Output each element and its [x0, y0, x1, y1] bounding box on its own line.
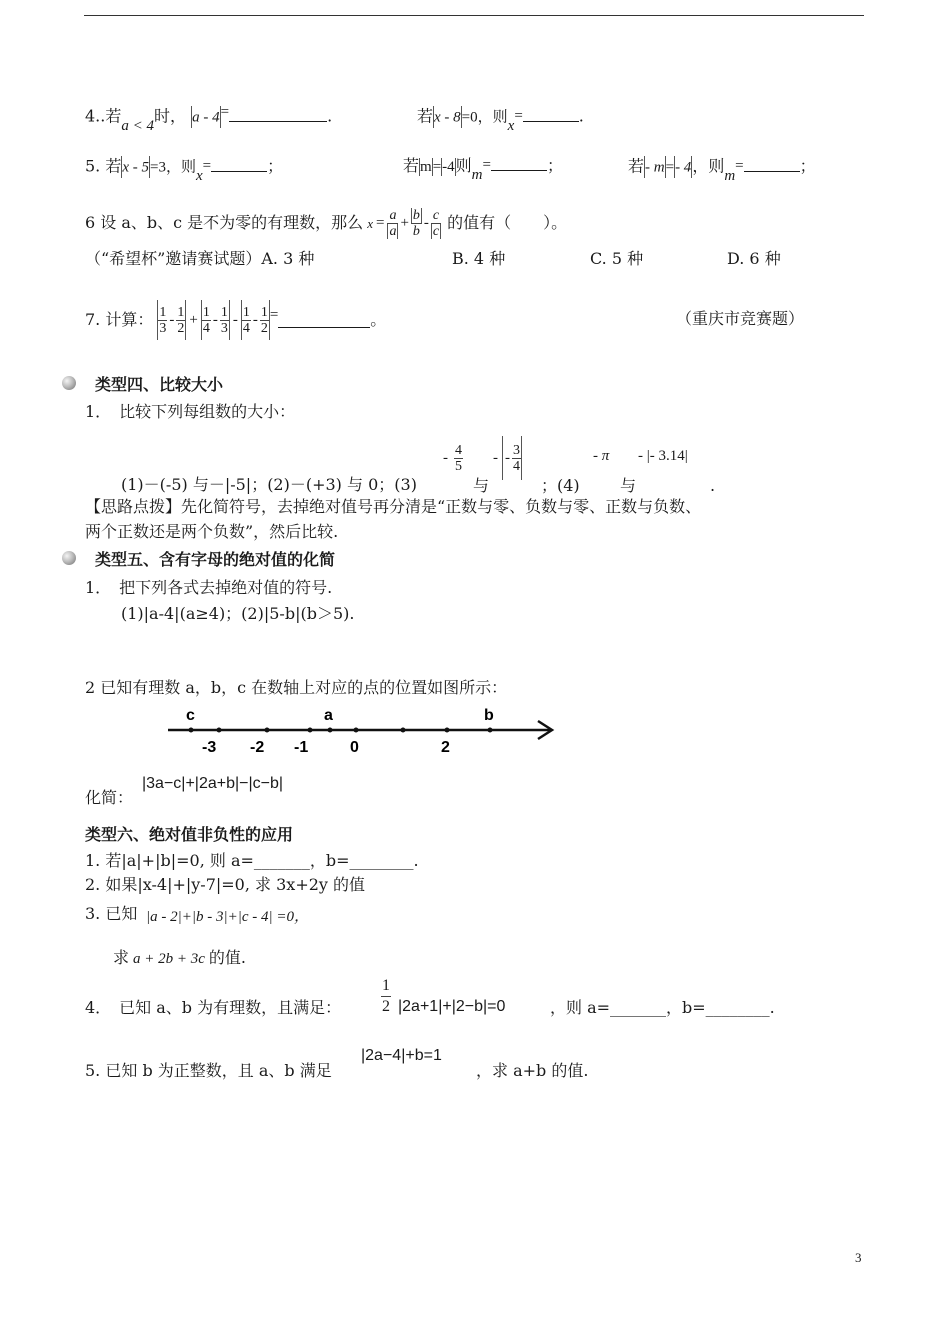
tick-label-2: 2	[441, 739, 450, 756]
q5-eq-m: =	[432, 159, 442, 175]
sec4-frac-group-3	[443, 436, 522, 480]
q5-eq3: =3，则	[150, 159, 196, 176]
section6-q3-ask	[113, 950, 246, 967]
section6-title: 类型六、绝对值非负性的应用	[85, 825, 294, 844]
q4-eq0: =0，则	[461, 109, 508, 126]
tick-label-neg1: -1	[294, 739, 309, 756]
q6-option-d: D. 6 种	[727, 249, 781, 268]
q5-ruo3: 若	[628, 156, 645, 176]
section6-q4-label: 4． 已知 a、b 为有理数，且满足：	[85, 998, 342, 1017]
header-rule	[84, 15, 864, 16]
q6-option-c: C. 5 种	[590, 249, 644, 268]
q7-eq: =	[269, 306, 279, 323]
q5-ze3: ，则	[692, 156, 725, 176]
q4-abs-expr: a - 4	[192, 109, 220, 126]
q5-eq3c: =	[735, 157, 744, 174]
sec4-yu-1: 与	[473, 476, 490, 495]
simplify-expression: |3a−c|+|2a+b|−|c−b|	[142, 775, 284, 792]
sec4-yu-2: 与	[620, 476, 637, 495]
q7-blank[interactable]	[278, 313, 370, 328]
q4-end2: .	[578, 106, 584, 126]
q3-tail: 的值.	[208, 948, 247, 967]
section4-q1: 1． 比较下列每组数的大小：	[85, 402, 296, 421]
q5-var-x: x	[195, 167, 203, 184]
q4-var-x: x	[507, 117, 515, 134]
point-label-a: a	[324, 707, 333, 724]
sec4-hint-line1: 【思路点拨】先化简符号，去掉绝对值号再分清是“正数与零、负数与零、正数与负数、	[85, 497, 702, 516]
q7-op-5: -	[252, 311, 258, 328]
q7-op-3: -	[212, 311, 218, 328]
q7-frac-1-2: $\frac{1}{2}$	[177, 304, 185, 336]
q4-condition: a < 4	[121, 117, 154, 134]
section6-q4-answer: ，则 a=_______，b=________.	[550, 998, 775, 1017]
q5-blank-3[interactable]	[744, 157, 800, 172]
q5-semi1: ；	[267, 156, 284, 176]
tick-label-neg3: -3	[202, 739, 217, 756]
q5-semi2: ；	[546, 156, 563, 175]
q4-second	[417, 106, 584, 134]
q7-op-4: -	[232, 311, 238, 328]
q4-end: .	[327, 106, 333, 126]
q5-eq1: =	[202, 157, 212, 174]
q5-abs3: - m	[645, 159, 665, 176]
section5-q1: 1． 把下列各式去掉绝对值的符号.	[85, 578, 333, 597]
sec4-neg-2: -	[493, 449, 498, 466]
q7-line	[85, 299, 386, 341]
q6-frac-b: $\frac{b}{b}$	[412, 207, 420, 239]
sec4-end: .	[710, 476, 716, 495]
q5-eq2: =	[482, 157, 491, 173]
q4-eq2: =	[514, 107, 523, 124]
simplify-label: 化简：	[85, 788, 134, 807]
q5-third	[628, 156, 816, 184]
q6-minus: -	[423, 214, 429, 231]
q4-line	[85, 103, 333, 134]
q6-eq: =	[375, 214, 385, 231]
q5-neg4: -4	[442, 159, 455, 175]
section6-q5-label: 5. 已知 b 为正整数，且 a、b 满足	[85, 1061, 332, 1080]
q7-frac-1-3b: $\frac{1}{3}$	[220, 304, 228, 336]
q4-shi: 时，	[153, 106, 186, 126]
point-label-b: b	[484, 707, 494, 724]
q7-op-2: +	[189, 311, 198, 328]
q6-option-a: （“希望杯”邀请赛试题）A. 3 种	[85, 249, 315, 268]
sec4-neg-1: -	[443, 449, 448, 466]
q6-tail: 的值有（ ）。	[447, 213, 568, 232]
q7-source: （重庆市竞赛题）	[676, 309, 805, 328]
tick-label-neg2: -2	[250, 739, 265, 756]
sec4-parts: (1)－(-5) 与－|-5|；(2)－(+3) 与 0；(3)	[121, 475, 417, 494]
page-number: 3	[855, 1250, 862, 1265]
section6-q5-tail: ，求 a+b 的值.	[476, 1061, 589, 1080]
section6-q3-expression: |a - 2|+|b - 3|+|c - 4| =0，	[146, 909, 310, 925]
tick-label-0: 0	[350, 739, 359, 756]
q5-blank-1[interactable]	[211, 157, 267, 172]
q3-target-expr: a + 2b + 3c	[133, 951, 205, 967]
q4-eq: =	[220, 103, 230, 120]
section-bullet-icon	[62, 551, 76, 565]
q6-line	[85, 203, 567, 243]
q4-ruo: 若	[417, 106, 434, 126]
sec4-frac-3-4: $\frac{3}{4}$	[513, 442, 520, 474]
q5-semi3: ；	[799, 156, 816, 176]
sec4-frac-4-5: $\frac{4}{5}$	[455, 442, 462, 474]
sec4-abs-314: - |- 3.14|	[638, 448, 688, 464]
q4-abs2: x - 8	[434, 109, 461, 126]
section6-q3-label: 3. 已知	[85, 904, 138, 923]
q7-frac-1-4: $\frac{1}{4}$	[202, 304, 210, 336]
section6-q4-half: $\frac{1}{2}$	[382, 977, 390, 1015]
section6-q1: 1. 若|a|+|b|=0, 则 a=_______，b=________.	[85, 851, 419, 870]
section6-q2: 2. 如果|x-4|+|y-7|=0, 求 3x+2y 的值	[85, 875, 366, 894]
q5-second	[403, 156, 563, 183]
q5-abs1: x - 5	[122, 159, 150, 176]
q4-blank-2[interactable]	[523, 107, 579, 122]
q7-frac-1-2b: $\frac{1}{2}$	[260, 304, 268, 336]
q6-text: 6 设 a、b、c 是不为零的有理数，那么	[85, 213, 364, 232]
point-label-c: c	[186, 707, 195, 724]
q5-abs-m: m	[420, 159, 432, 175]
q4-blank-1[interactable]	[229, 107, 327, 122]
number-line-diagram	[160, 700, 560, 762]
sec4-neg-3: -	[505, 449, 510, 466]
q7-op-1: -	[169, 311, 175, 328]
q5-var-m2: m	[724, 167, 736, 184]
sec4-neg-pi: - π	[593, 448, 610, 464]
q3-qiu: 求	[113, 948, 130, 967]
q5-blank-2[interactable]	[491, 156, 547, 171]
section-bullet-icon	[62, 376, 76, 390]
q7-frac-1-3: $\frac{1}{3}$	[159, 304, 167, 336]
q6-option-b: B. 4 种	[452, 249, 506, 268]
q5-number: 5. 若	[85, 156, 122, 176]
section6-q5-expression: |2a−4|+b=1	[361, 1047, 442, 1064]
q6-var: x	[367, 215, 373, 231]
section5-q2: 2 已知有理数 a，b，c 在数轴上对应的点的位置如图所示：	[85, 678, 508, 697]
q6-plus: +	[400, 214, 409, 231]
section4-title: 类型四、比较大小	[95, 375, 224, 394]
section5-q1-items: (1)|a-4|(a≥4)；(2)|5-b|(b＞5).	[121, 604, 355, 623]
q5-var-m: m	[471, 167, 483, 183]
q7-text: 7. 计算：	[85, 310, 154, 329]
q4-number: 4..若	[85, 106, 122, 126]
q7-frac-1-4b: $\frac{1}{4}$	[242, 304, 250, 336]
q7-end: 。	[370, 310, 387, 329]
q5-ruo2: 若	[403, 156, 420, 175]
q5-line	[85, 156, 284, 184]
q6-frac-a: $\frac{a}{a}$	[389, 207, 397, 239]
q6-frac-c: $\frac{c}{c}$	[432, 207, 440, 239]
sec4-part4: ；(4)	[541, 476, 580, 495]
q5-abs4: - 4	[675, 159, 692, 176]
section5-title: 类型五、含有字母的绝对值的化简	[95, 550, 336, 569]
sec4-hint-line2: 两个正数还是两个负数”，然后比较.	[85, 522, 339, 541]
q5-ze2: 则	[455, 156, 472, 175]
q5-eq3b: =	[665, 159, 675, 176]
section6-q4-expression: |2a+1|+|2−b|=0	[398, 998, 506, 1015]
